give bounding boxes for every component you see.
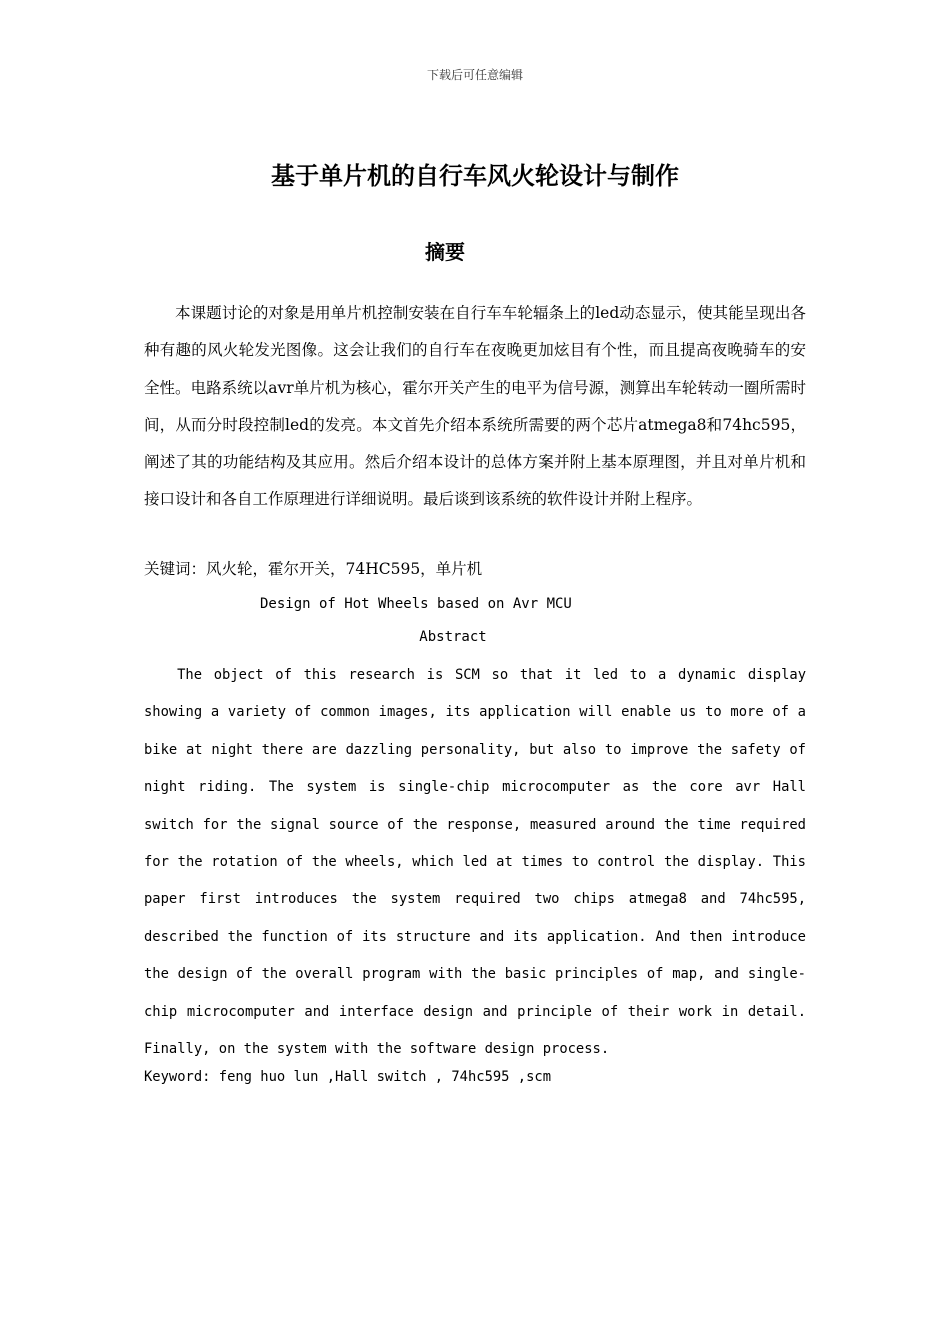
keywords-cn: 关键词：风火轮，霍尔开关，74HC595，单片机	[144, 560, 483, 578]
abstract-heading: 摘要	[425, 240, 465, 264]
english-title: Design of Hot Wheels based on Avr MCU	[260, 596, 572, 612]
document-title: 基于单片机的自行车风火轮设计与制作	[271, 162, 679, 190]
english-abstract-heading: Abstract	[419, 629, 487, 645]
abstract-cn-paragraph: 本课题讨论的对象是用单片机控制安装在自行车车轮辐条上的led动态显示，使其能呈现出各种有趣的风火轮发光图像。这会让我们的自行车在夜晚更加炫目有个性，而且提高夜晚骑车的安全性。电路系统以avr单片机为核心，霍尔开关产生的电平为信号源，测算出车轮转动一圈所需时间，从而分时段控制led的发亮。本文首先介绍本系统所需要的两个芯片atmega8和74hc595，阐述了其的功能结构及其应用。然后介绍本设计的总体方案并附上基本原理图，并且对单片机和接口设计和各自工作原理进行详细说明。最后谈到该系统的软件设计并附上程序。	[144, 304, 806, 509]
page-header-note: 下载后可任意编辑	[426, 68, 523, 82]
keywords-en: Keyword: feng huo lun ,Hall switch , 74hc595 ,scm	[144, 1069, 552, 1085]
abstract-en-paragraph: The object of this research is SCM so that it led to a dynamic display showing a variety of common images, its application will enable us to more of a bike at night there are dazzling personality, but also to improve the safety of night riding. The system is single-chip microcomputer as the core avr Hall switch for the signal source of the response, measured around the time required for the rotation of the wheels, which led at times to control the display. This paper first introduces the system required two chips atmega8 and 74hc595, described the function of its structure and its application. And then introduce the design of the overall program with the basic principles of map, and single-chip microcomputer and interface design and principle of their work in detail. Finally, on the system with the software design process.	[144, 667, 806, 1058]
